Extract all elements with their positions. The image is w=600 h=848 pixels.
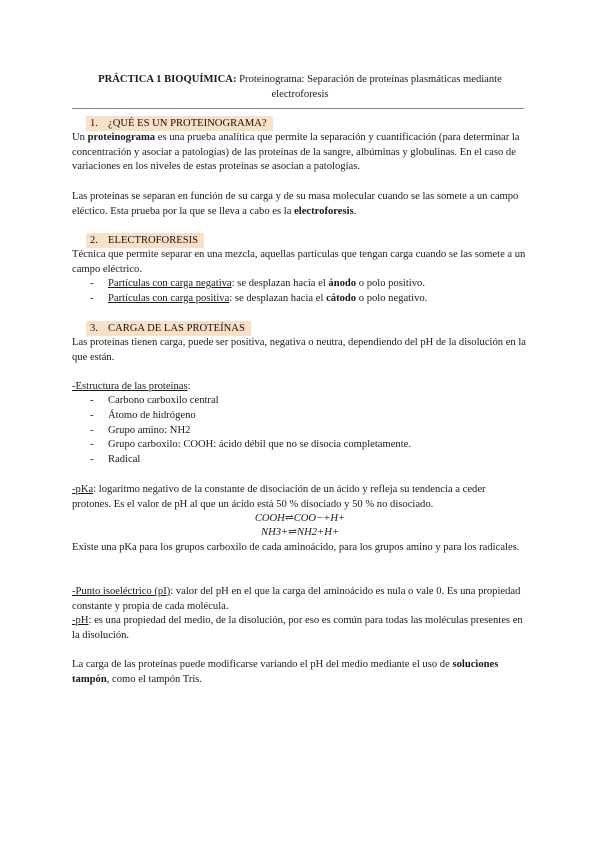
paragraph-separacion: [72, 190, 526, 219]
text: .: [353, 205, 357, 217]
list-item: [90, 277, 425, 292]
paragraph-pka: [72, 483, 526, 512]
section-number: 3.: [90, 323, 98, 334]
bullet: -: [90, 454, 94, 465]
section-title: ELECTROFORESIS: [108, 235, 199, 246]
text: Átomo de hidrógeno: [108, 410, 196, 421]
text: o polo positivo.: [356, 278, 425, 289]
text: :: [187, 381, 191, 392]
section-title: ¿QUÉ ES UN PROTEINOGRAMA?: [108, 118, 267, 129]
title-line2: electroforesis: [271, 89, 329, 100]
bullet: -: [90, 293, 94, 304]
text: Un: [72, 132, 88, 143]
bold-term: cátodo: [326, 293, 357, 304]
paragraph-carga: [72, 336, 526, 365]
section-heading-3: [86, 321, 251, 336]
bold-term: soluciones tampón: [72, 659, 499, 685]
text: : es una propiedad del medio, de la disolución, por eso es común para todas las moléculas presentes en la disolución.: [72, 615, 523, 641]
text: Técnica que permite separar en una mezcla, aquellas partículas que tengan carga cuando se las somete a un campo eléctrico.: [72, 249, 526, 275]
title-divider: [72, 108, 524, 109]
list-item: [90, 292, 427, 307]
text: : logaritmo negativo de la constante de disociación de un ácido y refleja su tendencia a ceder protones. Es el valor de pH al que un ácido está 50 % disociado y 50 % no disociado.: [72, 484, 486, 510]
paragraph-pi: [72, 585, 526, 614]
section-title: CARGA DE LAS PROTEÍNAS: [108, 323, 245, 334]
paragraph-proteinograma: [72, 131, 526, 175]
bold-term: electroforesis: [294, 205, 354, 217]
section-heading-1: [86, 116, 273, 131]
underlined-term: -pKa: [72, 484, 94, 495]
estructura-heading: [72, 380, 526, 395]
text: : se desplazan hacia el: [229, 293, 327, 304]
underlined-term: -pH: [72, 615, 89, 626]
section-heading-2: [86, 233, 204, 248]
text: Grupo amino: NH2: [108, 425, 191, 436]
formula-amino: NH3+⇌NH2+H+: [261, 527, 339, 538]
bold-term: ánodo: [328, 278, 357, 289]
bullet: -: [90, 395, 94, 406]
formula-carboxilo: COOH⇌COO−+H+: [254, 513, 346, 524]
title-rest: Proteinograma: Separación de proteínas plasmáticas mediante: [236, 74, 502, 85]
bullet: -: [90, 410, 94, 421]
text: Las proteínas se separan en función de su carga y de su masa molecular cuando se las somete a un campo eléctico. Esta prueba por la que se lleva a cabo es la: [72, 191, 519, 217]
paragraph-electroforesis: [72, 248, 526, 277]
underlined-term: Partículas con carga negativa: [108, 278, 232, 289]
underlined-term: -Punto isoeléctrico (pI): [72, 586, 171, 597]
text: Radical: [108, 454, 141, 465]
section-number: 1.: [90, 118, 98, 129]
list-item: [90, 453, 140, 468]
paragraph-tampon: [72, 658, 526, 687]
bullet: -: [90, 425, 94, 436]
text: Grupo carboxilo: COOH: ácido débil que no se disocia completamente.: [108, 439, 412, 450]
text: : se desplazan hacia el: [231, 278, 329, 289]
text: Existe una pKa para los grupos carboxilo de cada aminoácido, para los grupos amino y para los radicales.: [72, 542, 520, 553]
underlined-term: Partículas con carga positiva: [108, 293, 230, 304]
text: : valor del pH en el que la carga del aminoácido es nula o vale 0. Es una propiedad constante y propia de cada molécula.: [72, 586, 521, 612]
bullet: -: [90, 439, 94, 450]
bullet: -: [90, 278, 94, 289]
document-title: [60, 72, 540, 102]
title-bold: PRÁCTICA 1 BIOQUÍMICA:: [98, 74, 237, 85]
list-item: [90, 424, 190, 439]
list-item: [90, 409, 196, 424]
text: , como el tampón Tris.: [106, 673, 203, 685]
underlined-term: -Estructura de las proteínas: [72, 381, 188, 392]
section-number: 2.: [90, 235, 98, 246]
text: o polo negativo.: [356, 293, 428, 304]
bold-term: proteinograma: [87, 132, 156, 143]
text: Carbono carboxilo central: [108, 395, 219, 406]
list-item: [90, 438, 411, 453]
text: Las proteínas tienen carga, puede ser positiva, negativa o neutra, dependiendo del pH de la disolución en la que están.: [72, 337, 527, 363]
list-item: [90, 394, 219, 409]
text: La carga de las proteínas puede modificarse variando el pH del medio mediante el uso de: [72, 659, 453, 670]
text: es una prueba analítica que permite la separación y cuantificación (para determinar la concentración y asociar a patologías) de las proteínas de la sangre, albúminas y globulinas. En el caso de variaciones en los niveles de estas proteínas se asocian a patologías.: [72, 132, 520, 173]
paragraph-pka-grupos: [72, 541, 526, 556]
paragraph-ph: [72, 614, 526, 643]
